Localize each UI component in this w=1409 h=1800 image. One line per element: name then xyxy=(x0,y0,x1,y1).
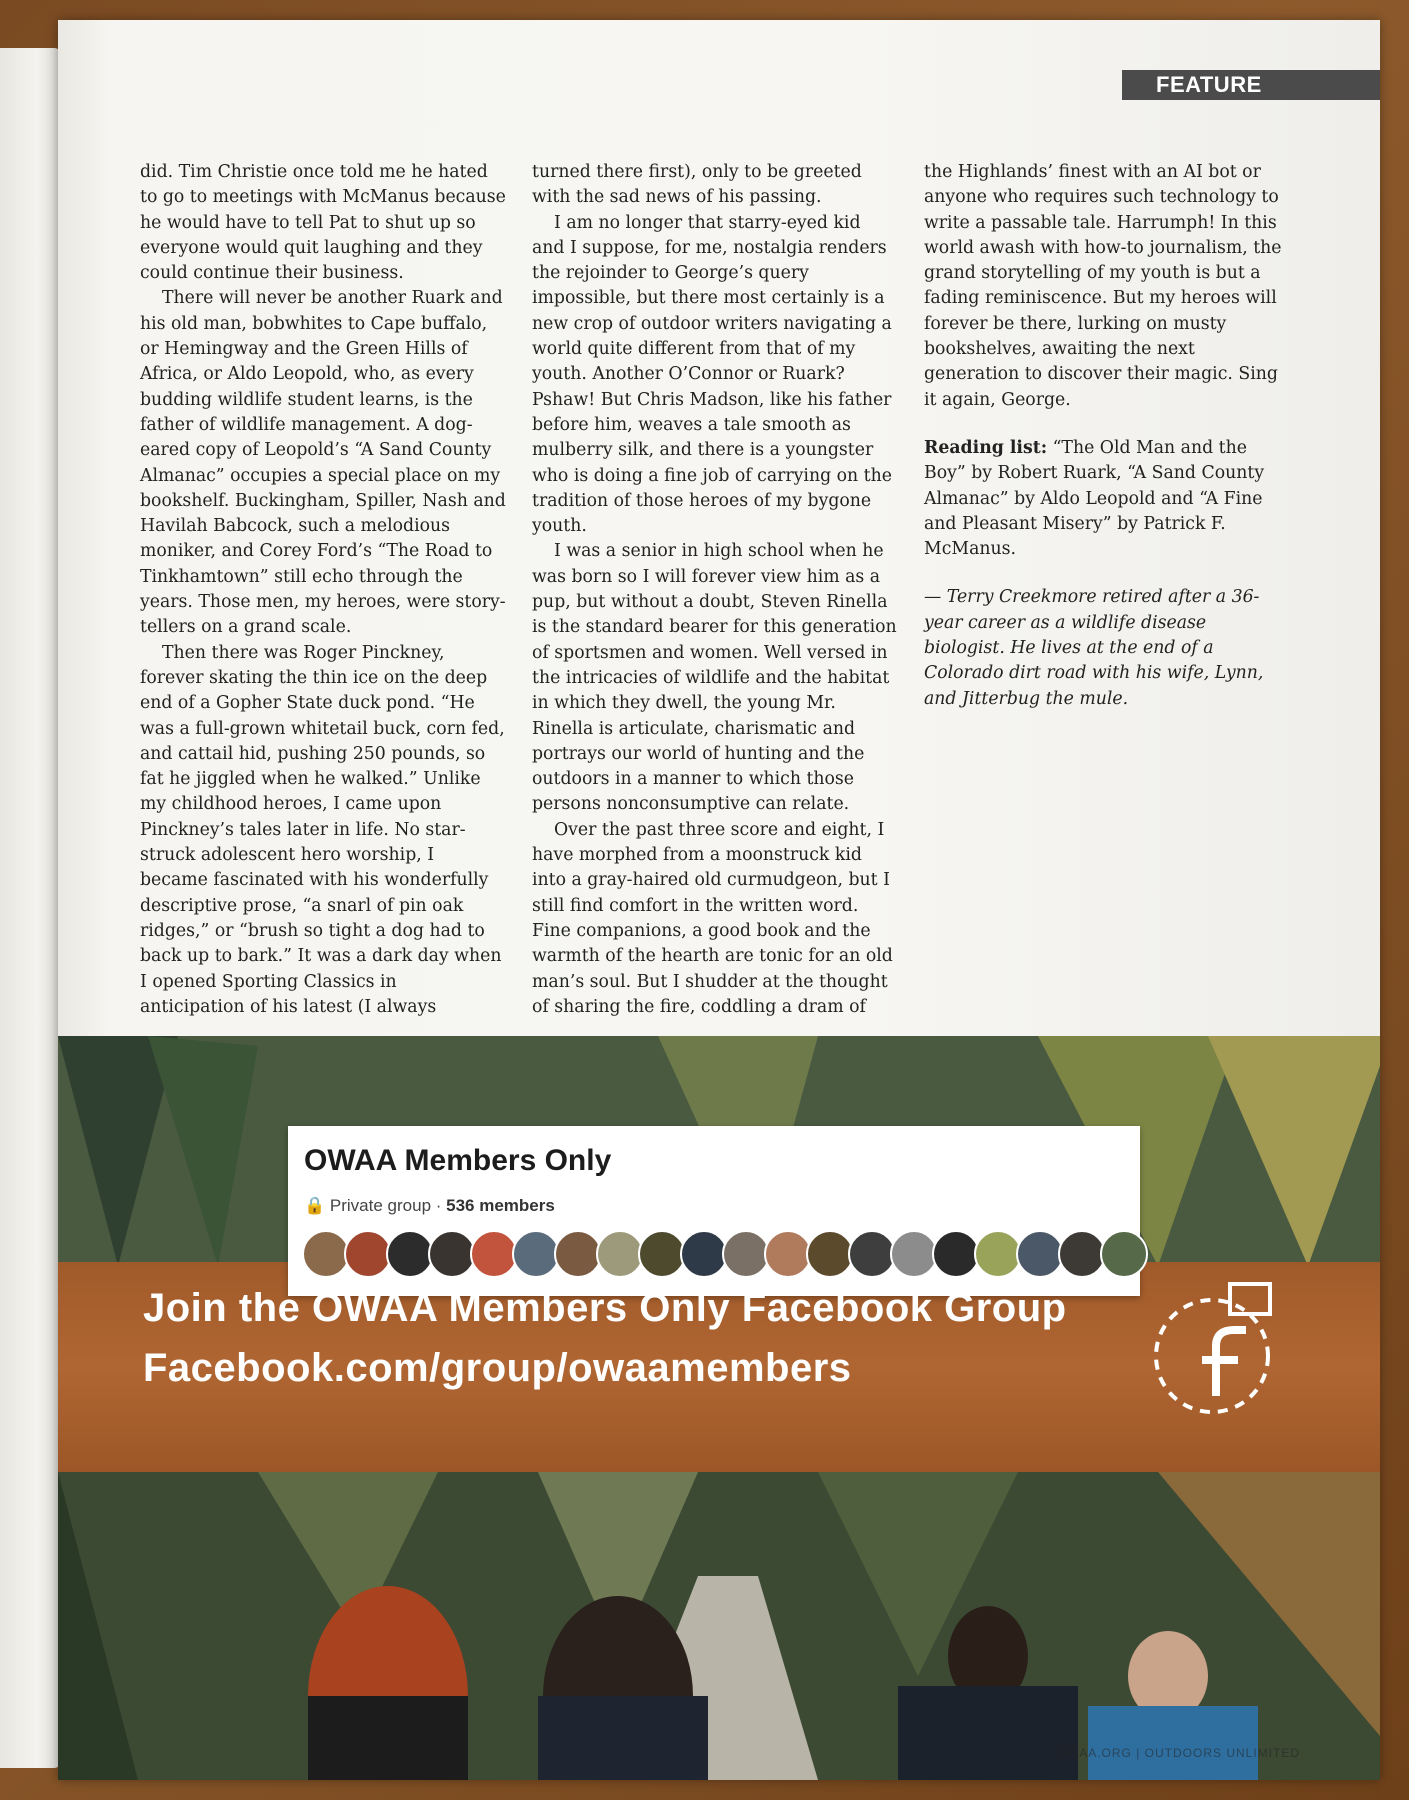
section-label: FEATURE xyxy=(1122,70,1380,100)
ad-headline: Join the OWAA Members Only Facebook Group xyxy=(143,1286,1067,1330)
member-avatars xyxy=(302,1230,1142,1276)
facebook-group-ad xyxy=(58,1036,1380,1780)
paragraph: Over the past three score and eight, I have morphed from a moonstruck kid into a gray-haired old curmudgeon, but I still find comfort in the written word. Fine companions, a good book and the warmth of the hearth are tonic for an old man’s soul. But I shudder at the thought of sharing the fire, coddling a dram of xyxy=(532,819,893,1017)
article-column-1 xyxy=(140,160,506,1030)
avatar xyxy=(974,1230,1022,1278)
facing-page-edge xyxy=(0,48,62,1768)
avatar xyxy=(680,1230,728,1278)
avatar xyxy=(1016,1230,1064,1278)
avatar xyxy=(638,1230,686,1278)
paragraph: did. Tim Christie once told me he hated to go to meetings with McManus because he would have to tell Pat to shut up so everyone would quit laughing and they could continue their business. xyxy=(140,162,506,284)
reading-list xyxy=(924,436,1290,562)
member-count: 536 members xyxy=(446,1196,555,1215)
avatar xyxy=(932,1230,980,1278)
avatar xyxy=(386,1230,434,1278)
paragraph: turned there first), only to be greeted with the sad news of his passing. xyxy=(532,162,862,208)
paragraph: I was a senior in high school when he was born so I will forever view him as a pup, but without a doubt, Steven Rinella is the standard bearer for this generation of sportsmen and women. Well versed in the intricacies of wildlife and the habitat in which they dwell, the young Mr. Rinella is articulate, charismatic and portrays our world of hunting and the outdoors in a manner to which those persons nonconsumptive can relate. xyxy=(532,541,897,815)
paragraph: the Highlands’ finest with an AI bot or anyone who requires such technology to write a passable tale. Harrumph! In this world awash with how-to journalism, the grand storytelling of my youth is but a fading reminiscence. But my heroes will forever be there, lurking on musty bookshelves, awaiting the next generation to discover their magic. Sing it again, George. xyxy=(924,162,1282,410)
avatar xyxy=(512,1230,560,1278)
avatar xyxy=(470,1230,518,1278)
avatar xyxy=(554,1230,602,1278)
avatar xyxy=(848,1230,896,1278)
avatar xyxy=(302,1230,350,1278)
magazine-page xyxy=(58,20,1380,1780)
avatar xyxy=(428,1230,476,1278)
facebook-icon xyxy=(1154,1280,1294,1420)
avatar xyxy=(1058,1230,1106,1278)
author-bio: — Terry Creekmore retired after a 36-year career as a wildlife disease biologist. He lives at the end of a Colorado dirt road with his wife, Lynn, and Jitterbug the mule. xyxy=(924,587,1264,709)
avatar xyxy=(890,1230,938,1278)
paragraph: I am no longer that starry-eyed kid and I suppose, for me, nostalgia renders the rejoinder to George’s query impossible, but there most certainly is a new crop of outdoor writers navigating a world quite different from that of my youth. Another O’Connor or Ruark? Pshaw! But Chris Madson, like his father before him, weaves a tale smooth as mulberry silk, and there is a youngster who is doing a fine job of carrying on the tradition of those heroes of my bygone youth. xyxy=(532,212,892,537)
lock-icon: 🔒 xyxy=(304,1196,326,1215)
avatar xyxy=(722,1230,770,1278)
article-column-2 xyxy=(532,160,898,1030)
article-column-3 xyxy=(924,160,1290,1030)
avatar xyxy=(764,1230,812,1278)
avatar xyxy=(1100,1230,1148,1278)
paragraph: There will never be another Ruark and his old man, bobwhites to Cape buffalo, or Hemingway and the Green Hills of Africa, or Aldo Leopold, who, as every budding wildlife student learns, is the father of wildlife management. A dog-eared copy of Leopold’s “A Sand County Almanac” occupies a special place on my bookshelf. Buckingham, Spiller, Nash and Havilah Babcock, such a melodious moniker, and Corey Ford’s “The Road to Tinkhamtown” still echo through the years. Those men, my heroes, were story-tellers on a grand scale. xyxy=(140,288,506,638)
avatar xyxy=(344,1230,392,1278)
avatar xyxy=(806,1230,854,1278)
page-footer: OWAA.ORG | OUTDOORS UNLIMITED xyxy=(1056,1746,1300,1760)
article-body xyxy=(140,160,1290,1030)
avatar xyxy=(596,1230,644,1278)
paragraph: Then there was Roger Pinckney, forever skating the thin ice on the deep end of a Gopher State duck pond. “He was a full-grown whitetail buck, corn fed, and cattail hid, pushing 250 pounds, so fat he jiggled when he walked.” Unlike my childhood heroes, I came upon Pinckney’s tales later in life. No star-struck adolescent hero worship, I became fascinated with his wonderfully descriptive prose, “a snarl of pin oak ridges,” or “brush so tight a dog had to back up to bark.” It was a dark day when I opened Sporting Classics in anticipation of his latest (I always xyxy=(140,642,505,1017)
privacy-label: Private group · xyxy=(329,1196,447,1215)
group-name: OWAA Members Only xyxy=(304,1144,612,1177)
reading-list-text: “The Old Man and the Boy” by Robert Ruark, “A Sand County Almanac” by Aldo Leopold and “A Fine and Pleasant Misery” by Patrick F. McManus. xyxy=(924,437,1265,560)
ad-url: Facebook.com/group/owaamembers xyxy=(143,1346,852,1390)
facebook-group-card xyxy=(288,1126,1140,1296)
reading-list-label: Reading list: xyxy=(924,437,1048,458)
group-meta xyxy=(304,1196,555,1216)
